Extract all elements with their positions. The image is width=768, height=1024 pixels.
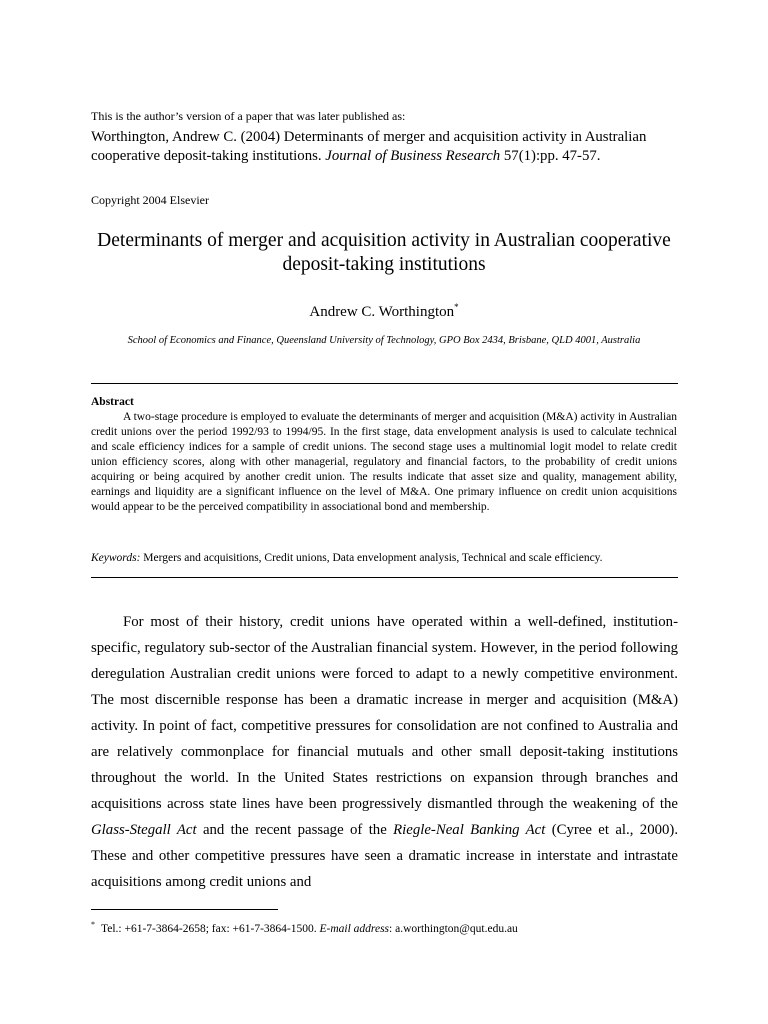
keywords [91,552,677,564]
citation-volume: 57(1):pp. 47-57. [503,148,601,164]
citation-reference: Worthington, Andrew C. (2004) Determinants of merger and acquisition activity in Australian cooperative deposit-taking institutions. [91,129,647,164]
body-act-name: Riegle-Neal Banking Act [393,822,546,838]
citation-journal: Journal of Business Research [325,148,501,164]
citation [91,128,691,166]
footnote-divider [91,909,278,910]
body-paragraph [91,609,678,895]
footnote [91,920,518,935]
footnote-mark: * [91,920,95,929]
abstract-bottom-divider [91,577,678,578]
body-text-part: and the recent passage of the [202,822,387,838]
author [91,302,677,321]
body-act-name: Glass-Stegall Act [91,822,197,838]
abstract-top-divider [91,383,678,384]
paper-title: Determinants of merger and acquisition activity in Australian cooperative deposit-taking institutions [97,230,671,275]
footnote-email-label: E-mail address [319,923,390,935]
author-name: Andrew C. Worthington [309,304,455,320]
footnote-email[interactable]: : a.worthington@qut.edu.au [389,923,518,935]
footnote-contact: Tel.: +61-7-3864-2658; fax: +61-7-3864-1500. [101,923,317,935]
keywords-label: Keywords: [91,552,141,564]
abstract-heading: Abstract [91,396,134,408]
body-text-part: For most of their history, credit unions have operated within a well-defined, institution-specific, regulatory sub-sector of the Australian financial system. However, in the period following deregulation Australian credit unions were forced to adapt to a newly competitive environment. The most discernible response has been a dramatic increase in merger and acquisition (M&A) activity. In point of fact, competitive pressures for consolidation are not confined to Australia and are relatively commonplace for financial mutuals and other small deposit-taking institutions throughout the world. In the United States restrictions on expansion through branches and acquisitions across state lines have been progressively dismantled through the weakening of the [91,614,678,812]
author-footnote-mark[interactable]: * [454,302,459,312]
keywords-list: Mergers and acquisitions, Credit unions, Data envelopment analysis, Technical and scale efficiency. [143,552,603,564]
abstract-text: A two-stage procedure is employed to evaluate the determinants of merger and acquisition (M&A) activity in Australian credit unions over the period 1992/93 to 1994/95. In the first stage, data envelopment analysis is used to calculate technical and scale efficiency indices for a sample of credit unions. The second stage uses a multinomial logit model to relate credit union efficiency scores, along with other managerial, regulatory and financial factors, to the probability of credit unions acquiring or being acquired by another credit union. The results indicate that asset size and quality, management ability, earnings and liquidity are a significant influence on the level of M&A. One primary influence on credit union acquisitions would appear to be the perceived compatibility in associational bond and membership. [91,411,677,513]
affiliation: School of Economics and Finance, Queensland University of Technology, GPO Box 2434, Brisbane, QLD 4001, Australia [127,335,641,346]
copyright-notice: Copyright 2004 Elsevier [91,193,209,207]
body-text-part: (Cyree et al., 2000). These and other competitive pressures have seen a dramatic increase in interstate and intrastate acquisitions among credit unions and [91,822,679,890]
publication-note: This is the author’s version of a paper that was later published as: [91,109,406,123]
